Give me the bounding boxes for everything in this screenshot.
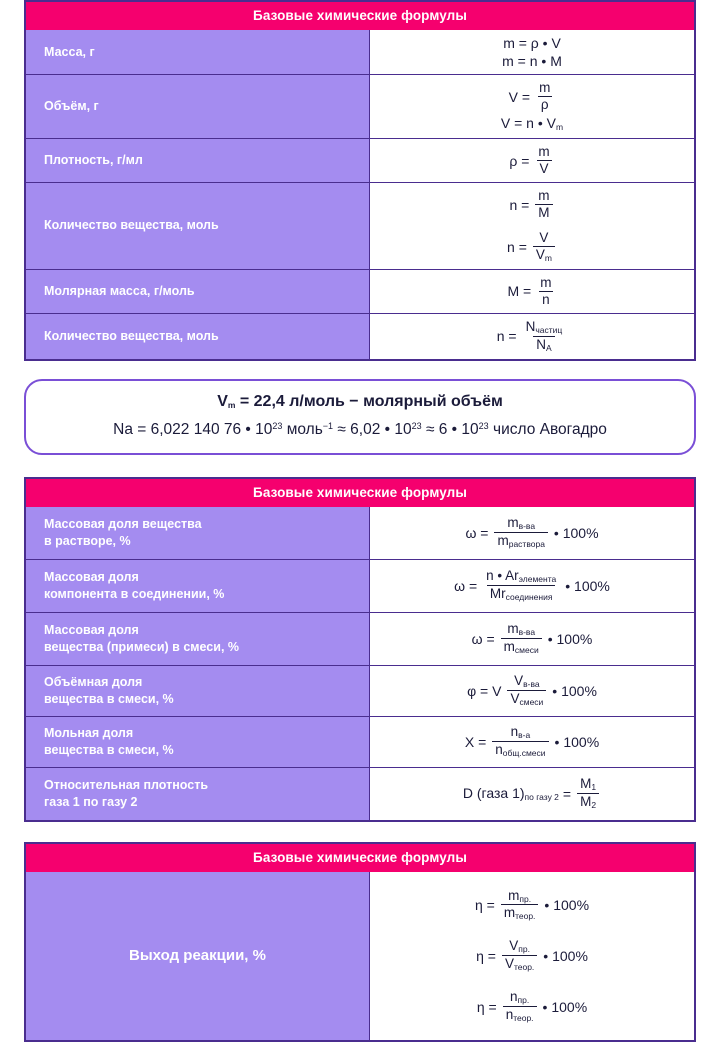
table-row [26, 183, 694, 269]
row-label: Массовая доля вещества (примеси) в смеси, % [26, 613, 370, 665]
table-row [26, 768, 694, 820]
table-row [26, 717, 694, 768]
row-formula [370, 30, 694, 74]
molar-volume-line: $V_m = 22,4$ л/моль − молярный объём [217, 392, 503, 410]
fraction: $\frac{n_{пр.}}{n_{теор.}}$ [503, 990, 537, 1023]
row-label: Плотность, г/мл [26, 139, 370, 182]
avogadro-number-line: Na = 6,022 140 76 • $10^{23}$ моль$^{-1}$ ≈ 6,02 • $10^{23} \approx 6$ • $10^{23}$ число Авогадро [113, 420, 607, 438]
formula-molar-mass: M = $\frac{m}{n}$ [508, 276, 557, 307]
row-formula [370, 75, 694, 138]
row-label: Объёмная доля вещества в смеси, % [26, 666, 370, 716]
block-title: Базовые химические формулы [24, 0, 696, 30]
row-label: Мольная доля вещества в смеси, % [26, 717, 370, 767]
row-label: Выход реакции, % [26, 872, 370, 1040]
row-formula [370, 314, 694, 359]
row-formula [370, 560, 694, 612]
formula-mole-particles: n = $\frac{N_{частиц}}{N_A}$ [497, 320, 568, 353]
table-row [26, 30, 694, 75]
chemistry-formula-sheet [0, 0, 720, 361]
fraction: $\frac{n_{в-а}}{n_{общ.смеси}}$ [492, 725, 548, 758]
fraction: $\frac{m}{M}$ [535, 189, 552, 220]
formula-mass-fraction-solution: ω = $\frac{m_{в-ва}}{m_{раствора}}$ • 100% [465, 515, 599, 550]
formula-volume-fraction-mixture: φ = V $\frac{V_{в-ва}}{V_{смеси}}$ • 100% [467, 673, 597, 708]
row-formula [370, 183, 694, 268]
formula-yield-volume: η = $\frac{V_{пр.}}{V_{теор.}}$ • 100% [476, 938, 588, 973]
formula-table [24, 872, 696, 1042]
fraction: $\frac{V_{в-ва}}{V_{смеси}}$ [507, 674, 546, 707]
formula-mass-fraction-compound: ω = $\frac{n • Ar_{элемента}}{Mr_{соединения}}$ • 100% [454, 568, 610, 603]
formula-yield-mole: η = $\frac{n_{пр.}}{n_{теор.}}$ • 100% [476, 989, 588, 1024]
fraction: $\frac{V}{V_m}$ [533, 231, 555, 263]
formula-mass-density: m = ρ • V [503, 35, 561, 51]
row-label: Масса, г [26, 30, 370, 74]
table-row [26, 270, 694, 314]
row-label: Молярная масса, г/моль [26, 270, 370, 313]
row-formula [370, 613, 694, 665]
table-row [26, 666, 694, 717]
block-basic-formulas-1 [24, 0, 696, 361]
row-label: Относительная плотность газа 1 по газу 2 [26, 768, 370, 820]
row-formula [370, 139, 694, 182]
table-row [26, 872, 694, 1040]
row-formula [370, 270, 694, 313]
formula-relative-gas-density: D (газа $1)_{по газу 2}$ = $\frac{M_1}{M_2}$ [463, 777, 601, 810]
table-row [26, 75, 694, 139]
avogadro-callout [24, 379, 696, 455]
fraction: $\frac{m}{V}$ [538, 143, 550, 177]
table-row [26, 613, 694, 666]
formula-volume-density: V = $\frac{m}{\rho}$ [509, 81, 556, 112]
row-formula [370, 768, 694, 820]
fraction: $\frac{m_{пр.}}{m_{теор.}}$ [501, 889, 539, 922]
table-row [26, 314, 694, 359]
fraction: $\frac{n • Ar_{элемента}}{Mr_{соединения}}$ [486, 568, 557, 603]
table-row [26, 560, 694, 613]
row-formula [370, 666, 694, 716]
block-basic-formulas-3 [24, 842, 696, 1042]
formula-mass-mole: m = n • M [502, 53, 562, 69]
formula-mole-volume: n = $\frac{V}{V_m}$ [507, 231, 557, 263]
row-formula [370, 717, 694, 767]
formula-mass-fraction-mixture: ω = $\frac{m_{в-ва}}{m_{смеси}}$ • 100% [471, 621, 593, 656]
formula-mole-mass: n = $\frac{m}{M}$ [509, 189, 554, 220]
formula-table [24, 507, 696, 822]
formula-table [24, 30, 696, 361]
row-label: Массовая доля вещества в растворе, % [26, 507, 370, 559]
table-row [26, 139, 694, 183]
fraction: $\frac{m_{в-ва}}{m_{раствора}}$ [494, 516, 547, 549]
formula-density: ρ = $\frac{m}{V}$ [509, 145, 554, 176]
block-title: Базовые химические формулы [24, 842, 696, 872]
row-formula [370, 872, 694, 1040]
row-label: Массовая доля компонента в соединении, % [26, 560, 370, 612]
row-label: Количество вещества, моль [26, 183, 370, 268]
fraction: $\frac{N_{частиц}}{N_A}$ [525, 318, 563, 353]
formula-yield-mass: η = $\frac{m_{пр.}}{m_{теор.}}$ • 100% [474, 887, 590, 922]
block-title: Базовые химические формулы [24, 477, 696, 507]
table-row [26, 507, 694, 560]
row-formula [370, 507, 694, 559]
formula-mole-fraction-mixture: X = $\frac{n_{в-а}}{n_{общ.смеси}}$ • 100% [464, 724, 600, 759]
fraction: $\frac{m}{\rho}$ [539, 80, 551, 113]
fraction: $\frac{m}{n}$ [540, 274, 552, 307]
block-gap [24, 822, 696, 842]
fraction: $\frac{V_{пр.}}{V_{теор.}}$ [502, 939, 537, 972]
fraction: $\frac{M_1}{M_2}$ [577, 777, 599, 810]
formula-volume-molar: V = n • $V_m$ [500, 115, 564, 133]
row-label: Объём, г [26, 75, 370, 138]
block-basic-formulas-2 [24, 477, 696, 822]
fraction: $\frac{m_{в-ва}}{m_{смеси}}$ [501, 622, 542, 655]
row-label: Количество вещества, моль [26, 314, 370, 359]
